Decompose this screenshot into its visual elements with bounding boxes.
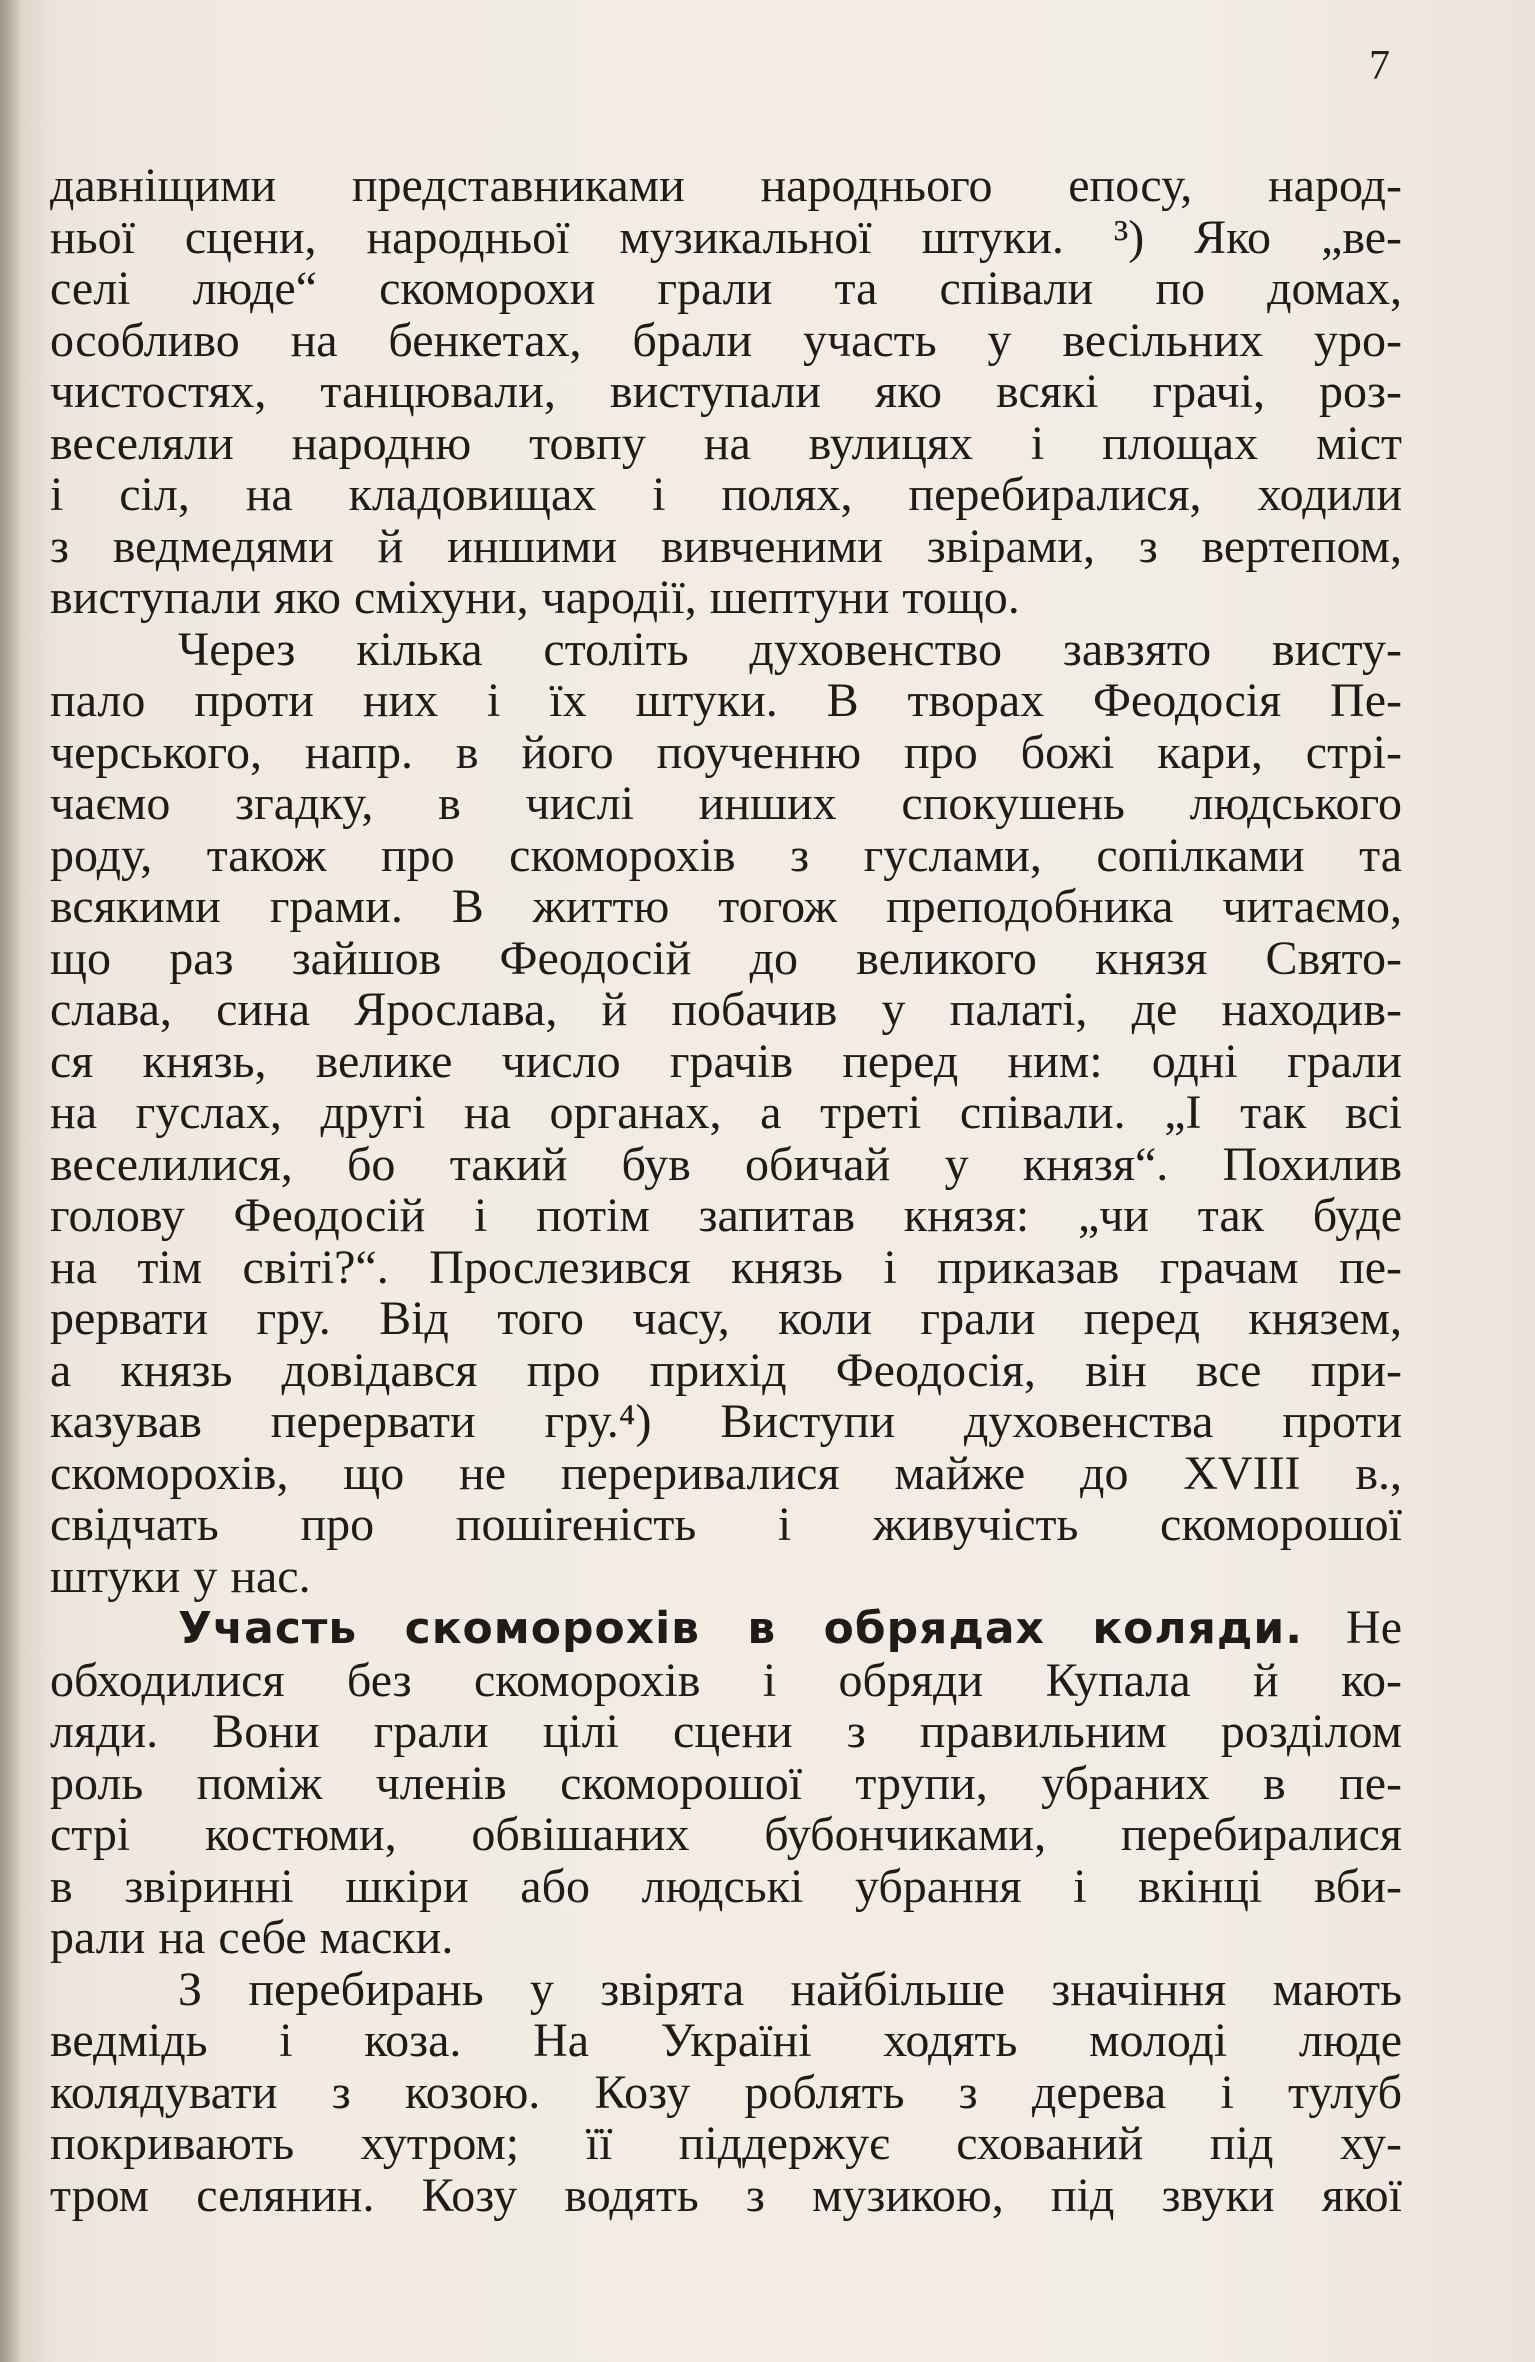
text-line: обходилися без скоморохів і обряди Купала й ко-: [50, 1653, 1402, 1707]
text-line: черського, напр. в його поученню про божі кари, стрі-: [50, 725, 1402, 779]
text-line: штуки у нас.: [50, 1549, 311, 1603]
text-line: ведмідь і коза. На Україні ходять молоді люде: [50, 2014, 1402, 2067]
section-heading-line: [50, 1602, 1402, 1655]
section-heading: Участь скоморохів в обрядах коляди.: [178, 1603, 1303, 1654]
text-line: на гуслах, другі на органах, а треті співали. „І так всі: [50, 1086, 1402, 1139]
text-line: рервати гру. Від того часу, коли грали перед князем,: [50, 1292, 1402, 1345]
text-line: а князь довідався про прихід Феодосія, він все при-: [50, 1343, 1402, 1397]
text-line: чистостях, танцювали, виступали яко всякі грачі, роз-: [50, 365, 1402, 418]
text-line: особливо на бенкетах, брали участь у весільних уро-: [50, 313, 1402, 367]
text-line: слава, сина Ярослава, й побачив у палаті, де находив-: [50, 983, 1402, 1036]
gutter-shadow: [0, 0, 22, 2362]
text-line: пало проти них і їх штуки. В творах Феодосія Пе-: [50, 674, 1402, 727]
text-line: тром селянин. Козу водять з музикою, під звуки якої: [50, 2168, 1402, 2222]
text-line: і сіл, на кладовищах і полях, перебиралися, ходили: [50, 468, 1402, 521]
text-line: стрі костюми, обвішаних бубончиками, перебиралися: [50, 1808, 1402, 1861]
text-line: селі люде“ скоморохи грали та співали по домах,: [50, 262, 1402, 315]
text-line: казував перервати гру.⁴) Виступи духовенства проти: [50, 1395, 1402, 1448]
text-line: З перебирань у звірята найбільше значіння мають: [178, 1962, 1402, 2016]
text-line: колядувати з козою. Козу роблять з дерева і тулуб: [50, 2065, 1402, 2119]
text-line: ся князь, велике число грачів перед ним: одні грали: [50, 1034, 1402, 1088]
text-line: роль поміж членів скоморошої трупи, убраних в пе-: [50, 1756, 1402, 1810]
text-line: покривають хутром; її піддержує схований під ху-: [50, 2117, 1402, 2170]
text-line: давніщими представниками народнього епосу, народ-: [50, 159, 1402, 212]
text-line: в звіринні шкіри або людські убрання і вкінці вби-: [50, 1859, 1402, 1913]
body-text: [50, 160, 1402, 2221]
text-line: рали на себе маски.: [50, 1911, 454, 1964]
text-line: скоморохів, що не переривалися майже до XVIII в.,: [50, 1446, 1402, 1500]
text-line: чаємо згадку, в числі инших спокушень людського: [50, 777, 1402, 830]
page-number: 7: [1369, 43, 1390, 89]
text-line: Не: [1346, 1601, 1403, 1654]
text-line: на тім світі?“. Прослезився князь і приказав грачам пе-: [50, 1240, 1402, 1294]
text-line: що раз зайшов Феодосій до великого князя Свято-: [50, 931, 1402, 985]
text-line: свідчать про пошireність і живучість скоморошої: [50, 1498, 1402, 1551]
text-line: всякими грами. В життю тогож преподобника читаємо,: [50, 880, 1402, 933]
text-line: ляди. Вони грали цілі сцени з правильним розділом: [50, 1705, 1402, 1758]
text-line: ньої сцени, народньої музикальної штуки. ³) Яко „ве-: [50, 210, 1402, 264]
text-line: роду, також про скоморохів з гуслами, сопілками та: [50, 828, 1402, 882]
text-line: виступали яко сміхуни, чародії, шептуни тощо.: [50, 571, 1020, 624]
text-line: Через кілька століть духовенство завзято висту-: [178, 622, 1402, 676]
text-line: веселяли народню товпу на вулицях і площах міст: [50, 416, 1402, 470]
text-line: веселилися, бо такий був обичай у князя“. Похилив: [50, 1137, 1402, 1191]
text-line: з ведмедями й иншими вивченими звірами, з вертепом,: [50, 519, 1402, 573]
text-line: голову Феодосій і потім запитав князя: „чи так буде: [50, 1189, 1402, 1242]
